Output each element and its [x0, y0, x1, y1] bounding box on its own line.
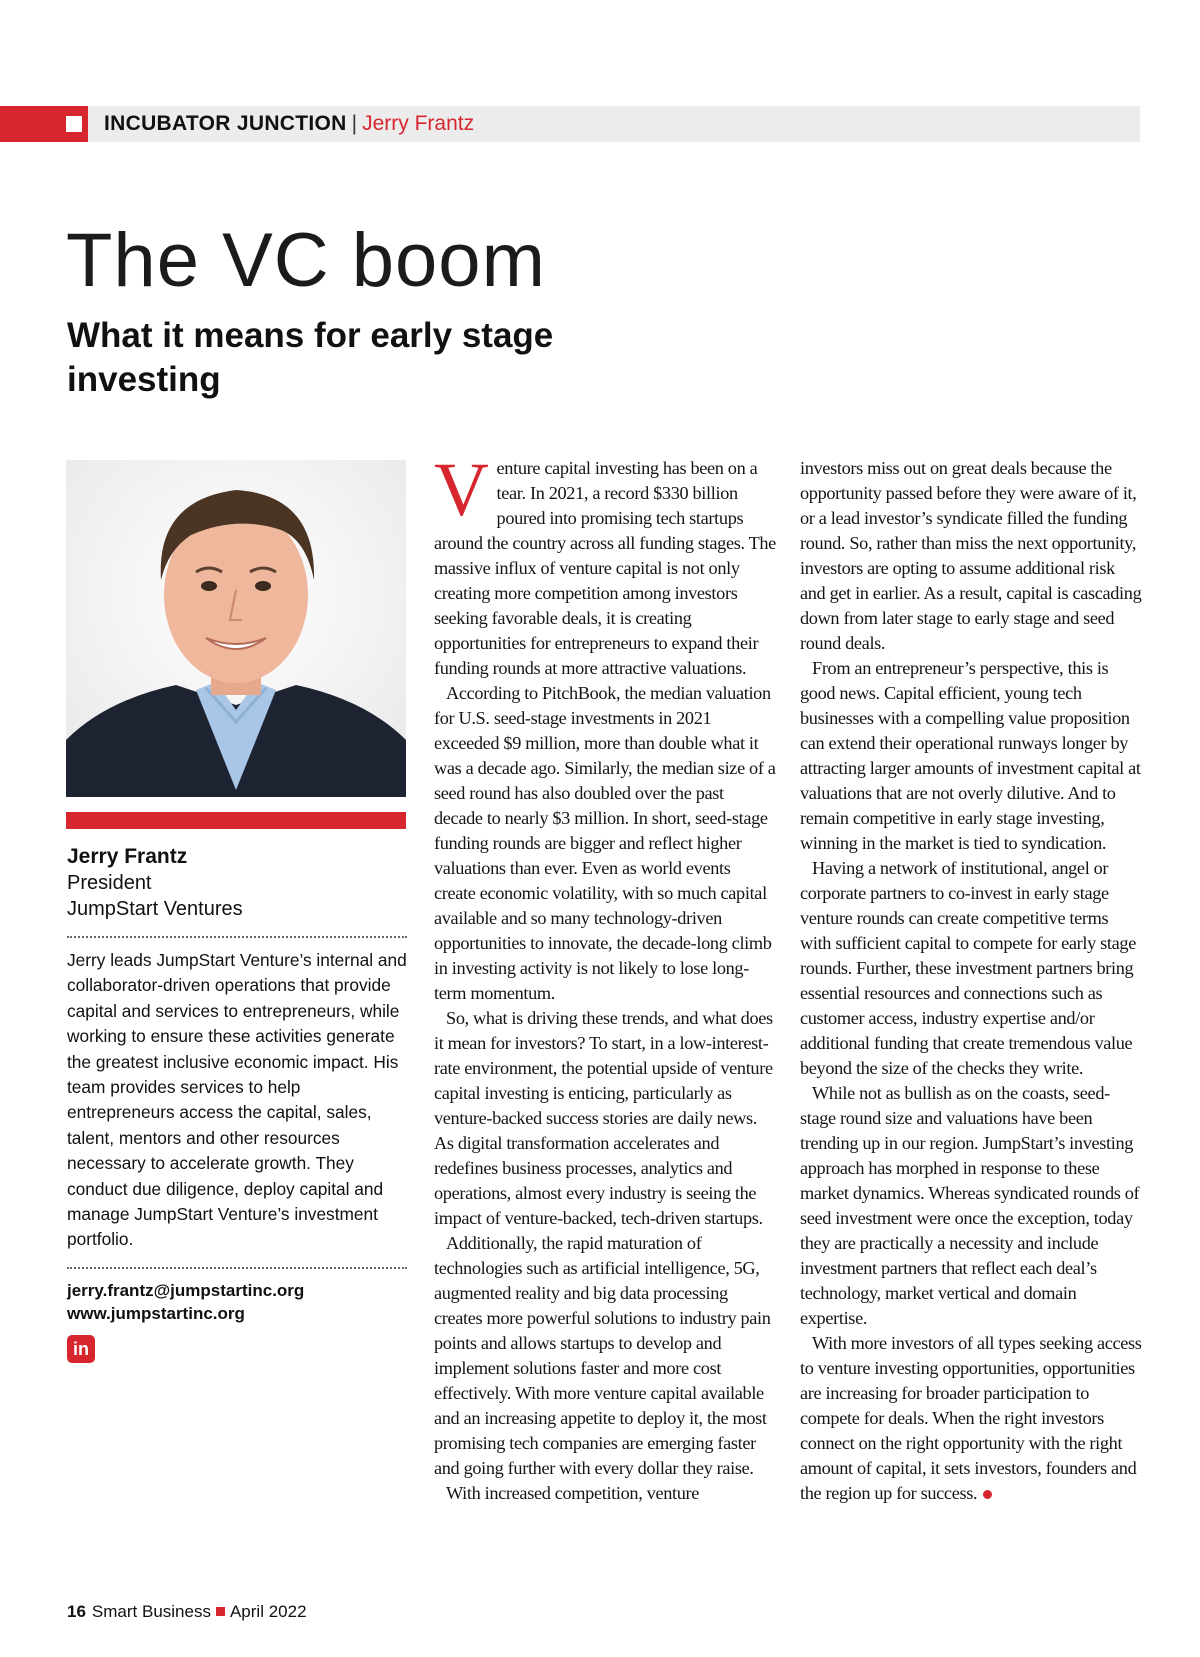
- section-separator: |: [351, 112, 358, 135]
- article-paragraph: While not as bullish as on the coasts, seed-stage round size and valuations have been trending up in our region. JumpStart’s investing approach has morphed in response to these market dynamics. Whereas syndicated rounds of seed investment were once the exception, today they are practically a necessity and include investment partners that reflect each deal’s technology, market vertical and domain expertise.: [800, 1083, 1140, 1328]
- subheadline: What it means for early stage investing: [67, 316, 554, 399]
- photo-accent-bar: [66, 812, 406, 829]
- bio-organization: JumpStart Ventures: [67, 898, 243, 920]
- section-header-bar: [0, 106, 1140, 142]
- footer-square-icon: [216, 1607, 225, 1616]
- bio-contact: [67, 1279, 409, 1325]
- article-paragraph-text: With more investors of all types seeking access to venture investing opportunities, opportunities are increasing for broader participation to compete for deals. When the right investors connect on the right opportunity with the right amount of capital, it sets investors, founders and the region up for success.: [800, 1333, 1142, 1503]
- article-paragraph: With increased competition, venture: [446, 1483, 700, 1503]
- article-paragraph: Additionally, the rapid maturation of technologies such as artificial intelligence, 5G, augmented reality and big data processing creates more powerful solutions to industry pain points and allows startups to develop and implement solutions faster and more cost effectively. With more venture capital available and an increasing appetite to deploy it, the most promising tech companies are emerging faster and going further with every dollar they raise.: [434, 1233, 771, 1478]
- section-square-icon: [66, 116, 82, 132]
- article-paragraph: According to PitchBook, the median valuation for U.S. seed-stage investments in 2021 exceeded $9 million, more than double what it was a decade ago. Similarly, the median size of a seed round has also doubled over the past decade to nearly $3 million. In short, seed-stage funding rounds are bigger and reflect higher valuations than ever. Even as world events create economic volatility, with so much capital available and so many technology-driven opportunities to innovate, the decade-long climb in investing activity is not likely to lose long-term momentum.: [434, 683, 776, 1003]
- article-paragraph-text: enture capital investing has been on a tear. In 2021, a record $330 billion poured into promising tech startups around the country across all funding stages. The massive influx of venture capital is not only creating more competition among investors seeking favorable deals, it is creating opportunities for entrepreneurs to expand their funding rounds at more attractive valuations.: [434, 458, 776, 678]
- section-author: Jerry Frantz: [362, 112, 475, 135]
- bio-description: Jerry leads JumpStart Venture’s internal and collaborator-driven operations that provide capital and services to entrepreneurs, while working to ensure these activities generate the greatest inclusive economic impact. His team provides services to help entrepreneurs access the capital, sales, talent, mentors and other resources necessary to accelerate growth. They conduct due diligence, deploy capital and manage JumpStart Venture’s investment portfolio.: [67, 950, 407, 1250]
- headline: The VC boom: [66, 218, 546, 303]
- linkedin-icon[interactable]: in: [67, 1335, 95, 1363]
- page-number: 16: [67, 1602, 86, 1621]
- bio-divider-bottom: [67, 1267, 407, 1269]
- drop-cap: V: [434, 448, 489, 532]
- article-column-2: [800, 456, 1142, 1506]
- bio-name: Jerry Frantz: [67, 845, 188, 868]
- author-bio: [67, 844, 409, 1363]
- section-name: INCUBATOR JUNCTION: [104, 112, 347, 135]
- bio-title: President: [67, 872, 152, 894]
- bio-website-link[interactable]: www.jumpstartinc.org: [67, 1303, 245, 1323]
- end-mark-icon: [983, 1490, 992, 1499]
- article-paragraph: [800, 1331, 1142, 1506]
- article-paragraph: From an entrepreneur’s perspective, this is good news. Capital efficient, young tech businesses with a compelling value proposition can extend their operational runways longer by attracting larger amounts of investment capital at valuations that are not overly dilutive. And to remain competitive in early stage investing, winning in the market is tied to syndication.: [800, 658, 1141, 853]
- article-paragraph: [434, 448, 776, 681]
- section-label: [104, 113, 474, 135]
- bio-email-link[interactable]: jerry.frantz@jumpstartinc.org: [67, 1280, 305, 1300]
- issue-date: April 2022: [229, 1602, 307, 1621]
- publication-name: Smart Business: [91, 1602, 211, 1621]
- page-footer: [67, 1601, 307, 1623]
- article-column-1: [434, 448, 776, 1506]
- bio-divider-top: [67, 936, 407, 938]
- article-paragraph: So, what is driving these trends, and what does it mean for investors? To start, in a low-interest-rate environment, the potential upside of venture capital investing is enticing, particularly as venture-backed success stories are daily news. As digital transformation accelerates and redefines business processes, analytics and operations, almost every industry is seeing the impact of venture-backed, tech-driven startups.: [434, 1008, 773, 1228]
- article-paragraph: investors miss out on great deals because the opportunity passed before they were aware of it, or a lead investor’s syndicate filled the funding round. So, rather than miss the next opportunity, investors are opting to assume additional risk and get in earlier. As a result, capital is cascading down from later stage to early stage and seed round deals.: [800, 458, 1142, 653]
- author-photo: [66, 460, 406, 797]
- article-paragraph: Having a network of institutional, angel or corporate partners to co-invest in early stage venture rounds can create competitive terms with sufficient capital to compete for early stage rounds. Further, these investment partners bring essential resources and connections such as customer access, industry expertise and/or additional funding that create tremendous value beyond the size of the checks they write.: [800, 858, 1136, 1078]
